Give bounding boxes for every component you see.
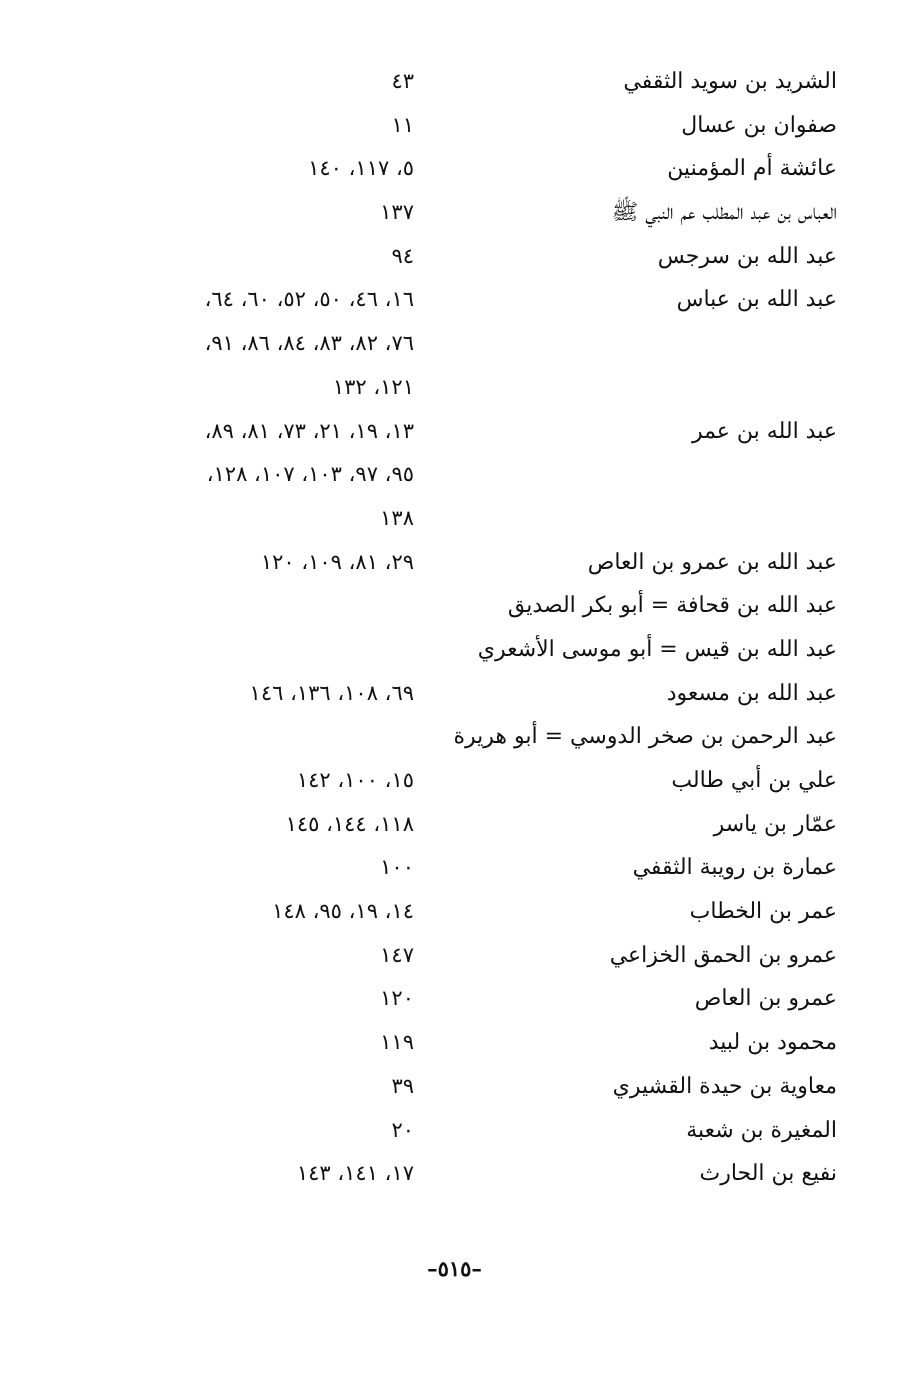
- entry-pages: ١٦، ٤٦، ٥٠، ٥٢، ٦٠، ٦٤،: [204, 287, 414, 312]
- entry-pages: ١٧، ١٤١، ١٤٣: [296, 1161, 414, 1186]
- entry-name: العباس بن عبد المطلب عم النبي ﷺ: [611, 200, 837, 226]
- entry-pages: ٣٩: [391, 1073, 414, 1098]
- index-entry-continuation: [0, 497, 909, 541]
- entry-pages: ٦٩، ١٠٨، ١٣٦، ١٤٦: [249, 680, 414, 705]
- index-list: [0, 60, 909, 1210]
- entry-name: معاوية بن حيدة القشيري: [612, 1073, 837, 1099]
- entry-pages: ١١: [391, 112, 414, 137]
- entry-name: عبد الرحمن بن صخر الدوسي = أبو هريرة: [453, 724, 837, 750]
- index-entry: [0, 1021, 909, 1065]
- entry-name: صفوان بن عسال: [681, 112, 837, 138]
- index-entry: [0, 628, 909, 672]
- entry-pages: ١٥، ١٠٠، ١٤٢: [296, 768, 414, 792]
- index-entry: [0, 1109, 909, 1153]
- entry-pages: ١٤، ١٩، ٩٥، ١٤٨: [272, 899, 414, 924]
- entry-name: المغيرة بن شعبة: [686, 1117, 837, 1143]
- entry-pages: ٤٣: [391, 69, 414, 93]
- index-entry: [0, 977, 909, 1021]
- entry-pages: ٢٩، ٨١، ١٠٩، ١٢٠: [260, 549, 414, 574]
- index-entry: [0, 759, 909, 803]
- index-entry: [0, 715, 909, 759]
- entry-name: علي بن أبي طالب: [671, 768, 837, 793]
- index-entry: [0, 541, 909, 585]
- index-entry: [0, 104, 909, 148]
- entry-name: عمر بن الخطاب: [689, 899, 837, 925]
- entry-pages: ١٣٨: [380, 505, 414, 530]
- index-entry: [0, 235, 909, 279]
- entry-name: عبد الله بن سرجس: [657, 243, 837, 269]
- index-entry: [0, 278, 909, 322]
- index-entry: [0, 60, 909, 104]
- entry-pages: ١٣، ١٩، ٢١، ٧٣، ٨١، ٨٩،: [204, 418, 414, 443]
- entry-name: محمود بن لبيد: [708, 1030, 837, 1056]
- index-entry-continuation: [0, 366, 909, 410]
- entry-name: عمّار بن ياسر: [713, 811, 837, 837]
- entry-pages: ١١٩: [380, 1030, 414, 1055]
- page-number: –٥١٥–: [427, 1256, 482, 1281]
- index-entry-continuation: [0, 453, 909, 497]
- index-entry: [0, 147, 909, 191]
- index-entry: [0, 890, 909, 934]
- entry-name: عمرو بن الحمق الخزاعي: [609, 942, 837, 968]
- entry-name: عبد الله بن عمرو بن العاص: [587, 549, 837, 575]
- entry-name: عمارة بن رويبة الثقفي: [632, 855, 837, 881]
- entry-pages: ١٤٧: [380, 942, 414, 967]
- entry-pages: ١٢١، ١٣٢: [332, 374, 414, 399]
- index-entry: [0, 584, 909, 628]
- index-entry-continuation: [0, 322, 909, 366]
- index-entry: [0, 191, 909, 235]
- entry-pages: ٩٤: [391, 243, 414, 268]
- entry-name: الشريد بن سويد الثقفي: [623, 69, 837, 94]
- entry-name: عبد الله بن عمر: [691, 418, 837, 444]
- entry-pages: ٩٥، ٩٧، ١٠٣، ١٠٧، ١٢٨،: [206, 462, 414, 487]
- entry-pages: ١٢٠: [380, 986, 414, 1011]
- entry-name: عبد الله بن قحافة = أبو بكر الصديق: [507, 593, 837, 619]
- entry-pages: ٥، ١١٧، ١٤٠: [308, 156, 414, 181]
- entry-pages: ٢٠: [391, 1117, 414, 1142]
- index-entry: [0, 672, 909, 716]
- index-entry: [0, 1152, 909, 1196]
- entry-name: نفيع بن الحارث: [699, 1161, 837, 1187]
- index-entry: [0, 410, 909, 454]
- index-entry: [0, 803, 909, 847]
- index-entry: [0, 846, 909, 890]
- entry-pages: ١٣٧: [380, 200, 414, 225]
- entry-pages: ١١٨، ١٤٤، ١٤٥: [285, 811, 414, 836]
- entry-name: عبد الله بن قيس = أبو موسى الأشعري: [477, 636, 837, 662]
- entry-pages: ١٠٠: [380, 855, 414, 880]
- entry-name: عمرو بن العاص: [694, 986, 837, 1012]
- entry-name: عبد الله بن مسعود: [666, 680, 837, 706]
- index-entry: [0, 934, 909, 978]
- index-entry: [0, 1065, 909, 1109]
- entry-pages: ٧٦، ٨٢، ٨٣، ٨٤، ٨٦، ٩١،: [204, 331, 414, 356]
- entry-name: عبد الله بن عباس: [676, 287, 837, 313]
- entry-name: عائشة أم المؤمنين: [667, 156, 837, 182]
